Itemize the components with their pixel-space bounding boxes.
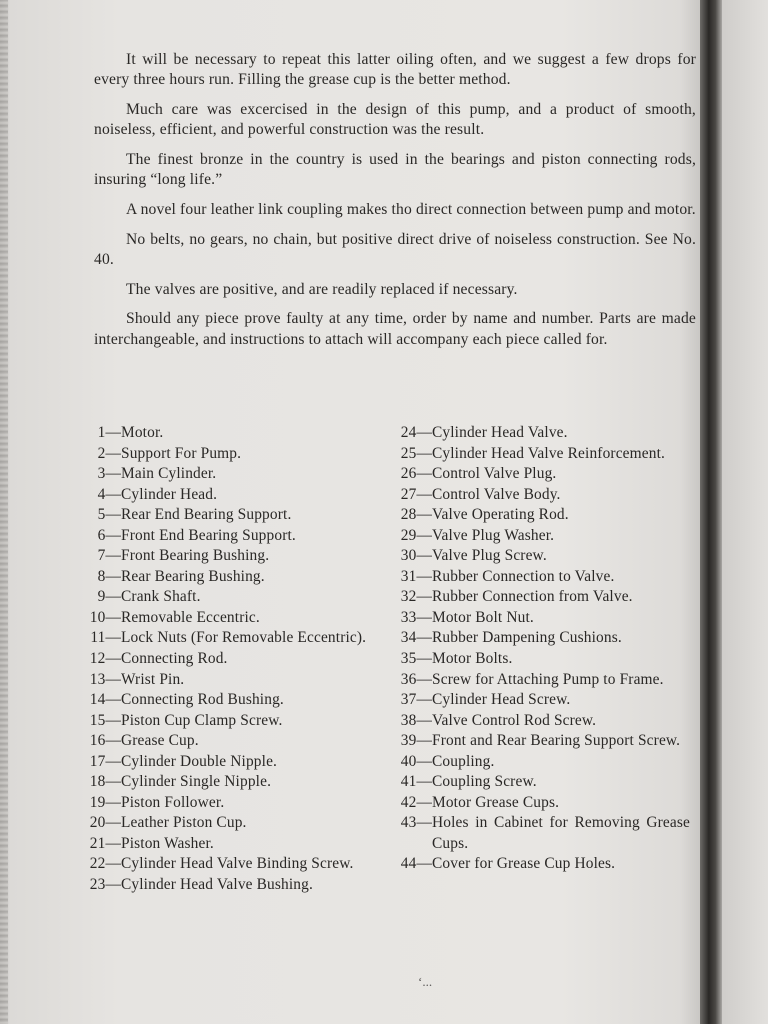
part-item xyxy=(88,793,383,814)
part-item xyxy=(398,423,690,444)
part-item xyxy=(398,464,690,485)
paragraph: No belts, no gears, no chain, but positive direct drive of noiseless construction. See No. 40. xyxy=(94,230,696,268)
part-name: Wrist Pin. xyxy=(121,670,185,688)
part-name: Rear Bearing Bushing. xyxy=(121,567,265,585)
part-item xyxy=(398,485,690,506)
part-name: Coupling Screw. xyxy=(432,773,537,791)
part-number: 14— xyxy=(89,691,121,709)
part-item xyxy=(398,690,690,711)
part-item xyxy=(398,670,690,691)
page-folio: ‘... xyxy=(418,974,433,989)
part-name: Removable Eccentric. xyxy=(121,608,260,626)
part-number: 26— xyxy=(400,465,432,483)
part-name: Cylinder Head. xyxy=(121,485,218,503)
part-item xyxy=(398,731,690,752)
part-name: Crank Shaft. xyxy=(121,588,201,606)
part-number: 40— xyxy=(400,752,432,770)
part-name: Valve Plug Washer. xyxy=(432,526,555,544)
part-number: 21— xyxy=(89,834,121,852)
part-item xyxy=(88,546,383,567)
part-number: 13— xyxy=(89,670,121,688)
part-number: 42— xyxy=(400,793,432,811)
part-item xyxy=(88,423,383,444)
part-item xyxy=(88,690,383,711)
part-item xyxy=(88,854,383,875)
paragraph: The finest bronze in the country is used in the bearings and piston connecting rods, insuring “long life.” xyxy=(94,150,696,189)
part-name: Motor Grease Cups. xyxy=(432,793,560,811)
part-item xyxy=(88,464,383,485)
part-number: 41— xyxy=(400,773,432,791)
parts-list-left xyxy=(88,423,383,896)
part-item xyxy=(398,793,690,814)
part-number: 31— xyxy=(400,567,432,585)
part-number: 34— xyxy=(400,629,432,647)
part-number: 36— xyxy=(400,670,432,688)
part-name: Piston Cup Clamp Screw. xyxy=(121,711,283,729)
part-number: 18— xyxy=(89,773,121,791)
part-number: 24— xyxy=(400,424,432,441)
part-name: Motor Bolts. xyxy=(432,650,513,668)
part-item xyxy=(398,505,690,526)
paragraph: Much care was excercised in the design of this pump, and a product of smooth, noiseless, efficient, and powerful construction was the result. xyxy=(94,100,696,139)
part-number: 39— xyxy=(400,732,432,750)
part-number: 8— xyxy=(97,567,121,585)
part-name: Control Valve Plug. xyxy=(432,465,557,483)
part-item xyxy=(398,526,690,547)
part-name: Rubber Connection to Valve. xyxy=(432,567,615,585)
part-item xyxy=(398,587,690,608)
part-name: Coupling. xyxy=(432,752,495,770)
part-name: Connecting Rod. xyxy=(121,650,228,668)
part-number: 7— xyxy=(97,547,121,565)
part-item xyxy=(88,752,383,773)
part-item xyxy=(88,587,383,608)
book-gutter xyxy=(700,0,722,1024)
part-name: Screw for Attaching Pump to Frame. xyxy=(432,670,664,688)
part-name: Valve Plug Screw. xyxy=(432,547,547,565)
part-item xyxy=(88,670,383,691)
part-item xyxy=(398,567,690,588)
part-name: Grease Cup. xyxy=(121,732,199,750)
part-number: 3— xyxy=(97,465,121,483)
part-number: 1— xyxy=(97,424,121,441)
part-name: Front Bearing Bushing. xyxy=(121,547,270,565)
part-name: Rear End Bearing Support. xyxy=(121,506,292,524)
part-number: 25— xyxy=(400,444,432,462)
adjacent-page xyxy=(722,0,768,1024)
part-item xyxy=(88,567,383,588)
part-number: 29— xyxy=(400,526,432,544)
part-item xyxy=(88,813,383,834)
part-name: Control Valve Body. xyxy=(432,485,561,503)
part-item xyxy=(398,608,690,629)
part-number: 9— xyxy=(97,588,121,606)
part-name: Support For Pump. xyxy=(121,444,242,462)
part-name: Main Cylinder. xyxy=(121,465,217,483)
part-name: Rubber Connection from Valve. xyxy=(432,588,633,606)
part-item xyxy=(88,628,383,649)
part-number: 44— xyxy=(400,855,432,873)
part-number: 38— xyxy=(400,711,432,729)
page-left-edge xyxy=(0,0,8,1024)
part-name: Holes in Cabinet for Removing Grease Cups. xyxy=(432,814,690,852)
part-item xyxy=(398,444,690,465)
part-name: Leather Piston Cup. xyxy=(121,814,247,832)
part-number: 35— xyxy=(400,650,432,668)
part-item xyxy=(88,526,383,547)
part-name: Cylinder Head Valve. xyxy=(432,424,568,441)
part-name: Motor. xyxy=(121,424,164,441)
part-item xyxy=(88,772,383,793)
part-item xyxy=(398,628,690,649)
part-number: 23— xyxy=(89,876,121,894)
part-number: 27— xyxy=(400,485,432,503)
part-number: 12— xyxy=(89,650,121,668)
part-item xyxy=(88,875,383,896)
part-number: 5— xyxy=(97,506,121,524)
part-name: Cylinder Head Valve Bushing. xyxy=(121,876,313,894)
part-number: 2— xyxy=(97,444,121,462)
part-item xyxy=(398,813,690,854)
part-number: 19— xyxy=(89,793,121,811)
part-name: Valve Operating Rod. xyxy=(432,506,569,524)
part-item xyxy=(398,711,690,732)
paragraph: It will be necessary to repeat this latter oiling often, and we suggest a few drops for every three hours run. Filling the grease cup is the better method. xyxy=(94,51,696,89)
part-item xyxy=(88,485,383,506)
part-name: Cylinder Head Valve Binding Screw. xyxy=(121,855,354,873)
paragraph: Should any piece prove faulty at any time, order by name and number. Parts are made interchangeable, and instructions to attach will accompany each piece called for. xyxy=(94,310,696,348)
part-name: Cylinder Head Screw. xyxy=(432,691,571,709)
prose-section xyxy=(94,50,696,359)
part-number: 32— xyxy=(400,588,432,606)
part-number: 43— xyxy=(400,814,432,832)
part-item xyxy=(88,834,383,855)
part-item xyxy=(398,854,690,875)
part-name: Cylinder Double Nipple. xyxy=(121,752,278,770)
part-number: 11— xyxy=(90,629,121,647)
part-item xyxy=(88,505,383,526)
part-item xyxy=(398,772,690,793)
part-name: Lock Nuts (For Removable Eccentric). xyxy=(121,629,367,647)
part-number: 10— xyxy=(89,608,121,626)
paragraph: The valves are positive, and are readily replaced if necessary. xyxy=(126,280,518,298)
part-name: Cylinder Head Valve Reinforcement. xyxy=(432,444,666,462)
part-name: Connecting Rod Bushing. xyxy=(121,691,284,709)
part-name: Piston Washer. xyxy=(121,834,214,852)
part-number: 20— xyxy=(89,814,121,832)
part-item xyxy=(88,731,383,752)
part-name: Front and Rear Bearing Support Screw. xyxy=(432,732,681,750)
part-item xyxy=(398,752,690,773)
part-item xyxy=(88,444,383,465)
part-name: Valve Control Rod Screw. xyxy=(432,711,597,729)
part-number: 4— xyxy=(97,485,121,503)
part-name: Rubber Dampening Cushions. xyxy=(432,629,622,647)
parts-list-right xyxy=(398,423,690,875)
part-item xyxy=(398,649,690,670)
part-item xyxy=(398,546,690,567)
part-number: 17— xyxy=(89,752,121,770)
part-name: Piston Follower. xyxy=(121,793,225,811)
part-number: 6— xyxy=(97,526,121,544)
part-name: Front End Bearing Support. xyxy=(121,526,296,544)
part-number: 30— xyxy=(400,547,432,565)
part-name: Motor Bolt Nut. xyxy=(432,608,534,626)
part-name: Cover for Grease Cup Holes. xyxy=(432,855,616,873)
part-item xyxy=(88,649,383,670)
part-name: Cylinder Single Nipple. xyxy=(121,773,272,791)
part-number: 15— xyxy=(89,711,121,729)
part-number: 16— xyxy=(89,732,121,750)
part-number: 28— xyxy=(400,506,432,524)
paragraph: A novel four leather link coupling makes tho direct connection between pump and motor. xyxy=(126,200,696,218)
part-number: 33— xyxy=(400,608,432,626)
part-item xyxy=(88,608,383,629)
part-item xyxy=(88,711,383,732)
part-number: 37— xyxy=(400,691,432,709)
part-number: 22— xyxy=(89,855,121,873)
